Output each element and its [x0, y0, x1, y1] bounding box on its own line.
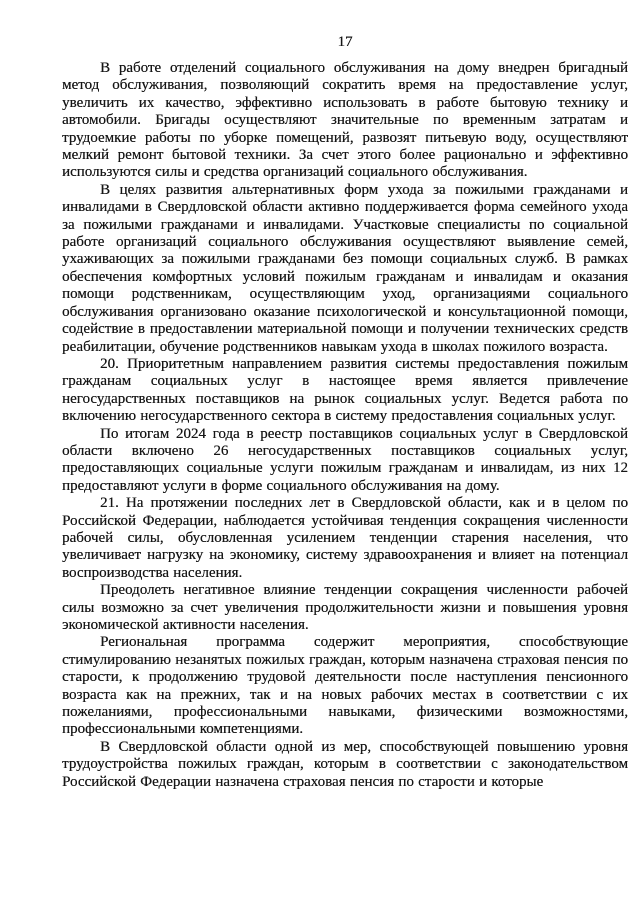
paragraph-item-21: 21. На протяжении последних лет в Свердловской области, как и в целом по Российской Федерации, наблюдается устойчивая тенденция сокращения численности рабочей силы, обусловленная усилением тенденции старения населения, что увеличивает нагрузку на экономику, систему здравоохранения и влияет на потенциал воспроизводства населения. [62, 495, 628, 581]
paragraph-employment-measure: В Свердловской области одной из мер, способствующей повышению уровня трудоустройства пожилых граждан, которым в соответствии с законодательством Российской Федерации назначена страховая пенсия по старости и которые [62, 738, 628, 790]
paragraph-item-20: 20. Приоритетным направлением развития системы предоставления пожилым гражданам социальных услуг в настоящее время является привлечение негосударственных поставщиков на рынок социальных услуг. Ведется работа по включению негосударственного сектора в систему предоставления социальных услуг. [62, 355, 628, 425]
paragraph-regional-program: Региональная программа содержит мероприятия, способствующие стимулированию незанятых пожилых граждан, которым назначена страховая пенсия по старости, к продолжению трудовой деятельности после наступления пенсионного возраста как на прежних, так и на новых рабочих местах в соответствии с их пожеланиями, профессиональными навыками, физическими возможностями, профессиональными компетенциями. [62, 634, 628, 738]
paragraph-2024-registry: По итогам 2024 года в реестр поставщиков социальных услуг в Свердловской области включено 26 негосударственных поставщиков социальных услуг, предоставляющих социальные услуги пожилым гражданам и инвалидам, из них 12 предоставляют услуги в форме социального обслуживания на дому. [62, 425, 628, 494]
paragraph-overcoming-trend: Преодолеть негативное влияние тенденции сокращения численности рабочей силы возможно за счет увеличения продолжительности жизни и повышения уровня экономической активности населения. [62, 582, 628, 633]
paragraph-brigade-method: В работе отделений социального обслуживания на дому внедрен бригадный метод обслуживания, позволяющий сократить время на предоставление услуг, увеличить их качество, эффективно использовать в работе бытовую технику и автомобили. Бригады осуществляют значительные по временным затратам и трудоемкие работы по уборке помещений, развозят питьевую воду, осуществляют мелкий ремонт бытовой техники. За счет этого более рационально и эффективно используются силы и средства организаций социального обслуживания. [62, 60, 628, 181]
paragraph-family-care: В целях развития альтернативных форм ухода за пожилыми гражданами и инвалидами в Свердловской области активно поддерживается форма семейного ухода за пожилыми гражданами и инвалидами. Участковые специалисты по социальной работе организаций социального обслуживания осуществляют выявление семей, ухаживающих за пожилыми гражданами без помощи социальных служб. В рамках обеспечения комфортных условий пожилым гражданам и инвалидам и оказания помощи родственникам, осуществляющим уход, организациями социального обслуживания организовано оказание психологической и консультационной помощи, содействие в предоставлении материальной помощи и получении технических средств реабилитации, обучение родственников навыкам ухода в школах пожилого возраста. [62, 181, 628, 355]
document-body [62, 60, 628, 791]
page-number: 17 [337, 34, 353, 50]
